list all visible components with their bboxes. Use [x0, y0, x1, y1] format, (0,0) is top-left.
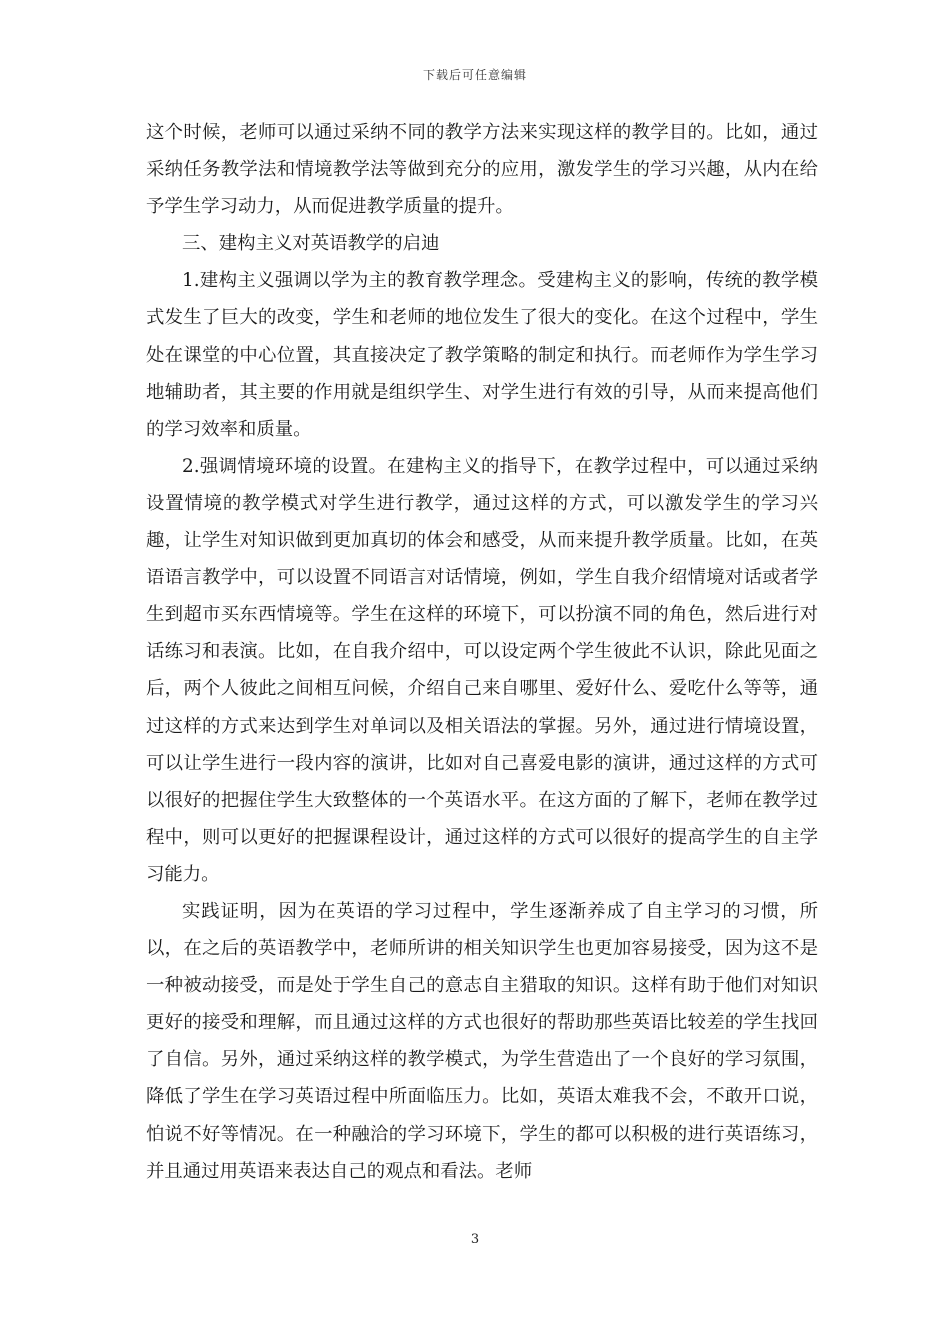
document-body — [146, 114, 818, 1190]
page-number: 3 — [470, 1232, 480, 1247]
paragraph-practice: 实践证明，因为在英语的学习过程中，学生逐渐养成了自主学习的习惯，所以，在之后的英语教学中，老师所讲的相关知识学生也更加容易接受，因为这不是一种被动接受，而是处于学生自己的意志自主猎取的知识。这样有助于他们对知识更好的接受和理解，而且通过这样的方式也很好的帮助那些英语比较差的学生找回了自信。另外，通过采纳这样的教学模式，为学生营造出了一个良好的学习氛围，降低了学生在学习英语过程中所面临压力。比如，英语太难我不会，不敢开口说，怕说不好等情况。在一种融洽的学习环境下，学生的都可以积极的进行英语练习，并且通过用英语来表达自己的观点和看法。老师 — [146, 900, 818, 1182]
page-header: 下载后可任意编辑 — [422, 68, 527, 82]
paragraph-point-1: 1.建构主义强调以学为主的教育教学理念。受建构主义的影响，传统的教学模式发生了巨大的改变，学生和老师的地位发生了很大的变化。在这个过程中，学生处在课堂的中心位置，其直接决定了教学策略的制定和执行。而老师作为学生学习地辅助者，其主要的作用就是组织学生、对学生进行有效的引导，从而来提高他们的学习效率和质量。 — [146, 270, 818, 440]
paragraph-continuation: 这个时候，老师可以通过采纳不同的教学方法来实现这样的教学目的。比如，通过采纳任务教学法和情境教学法等做到充分的应用，激发学生的学习兴趣，从内在给予学生学习动力，从而促进教学质量的提升。 — [146, 122, 818, 218]
section-heading: 三、建构主义对英语教学的启迪 — [182, 233, 440, 255]
paragraph-point-2: 2.强调情境环境的设置。在建构主义的指导下，在教学过程中，可以通过采纳设置情境的教学模式对学生进行教学，通过这样的方式，可以激发学生的学习兴趣，让学生对知识做到更加真切的体会和感受，从而来提升教学质量。比如，在英语语言教学中，可以设置不同语言对话情境，例如，学生自我介绍情境对话或者学生到超市买东西情境等。学生在这样的环境下，可以扮演不同的角色，然后进行对话练习和表演。比如，在自我介绍中，可以设定两个学生彼此不认识，除此见面之后，两个人彼此之间相互问候，介绍自己来自哪里、爱好什么、爱吃什么等等，通过这样的方式来达到学生对单词以及相关语法的掌握。另外，通过进行情境设置，可以让学生进行一段内容的演讲，比如对自己喜爱电影的演讲，通过这样的方式可以很好的把握住学生大致整体的一个英语水平。在这方面的了解下，老师在教学过程中，则可以更好的把握课程设计，通过这样的方式可以很好的提高学生的自主学习能力。 — [146, 455, 818, 885]
